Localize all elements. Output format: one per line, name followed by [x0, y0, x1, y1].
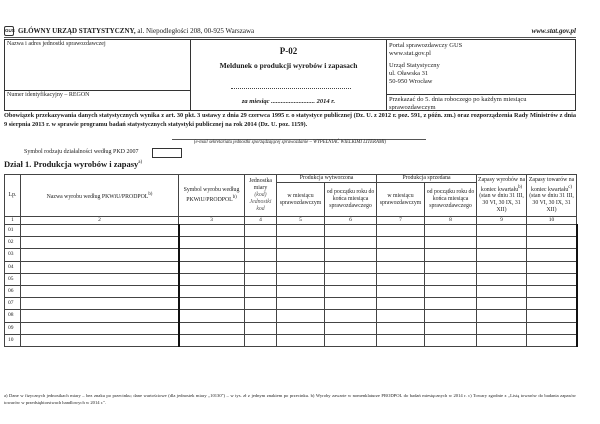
product-symbol-cell[interactable]	[179, 225, 245, 237]
col-number: 7	[377, 217, 425, 225]
sold-ytd-cell[interactable]	[425, 237, 477, 249]
sold-month-cell[interactable]	[377, 225, 425, 237]
email-row	[4, 136, 576, 146]
row-number: 07	[5, 298, 21, 310]
row-number: 08	[5, 310, 21, 322]
product-symbol-cell[interactable]	[179, 261, 245, 273]
product-name-cell[interactable]	[21, 310, 179, 322]
col-number: 9	[477, 217, 527, 225]
product-name-cell[interactable]	[21, 261, 179, 273]
col-number: 8	[425, 217, 477, 225]
sold-ytd-cell[interactable]	[425, 225, 477, 237]
header-stock-products-text: Zapasy wyrobów na koniec kwartału	[478, 176, 526, 193]
col-number: 2	[21, 217, 179, 225]
produced-ytd-cell[interactable]	[325, 310, 377, 322]
row-number: 06	[5, 285, 21, 297]
stock-goods-cell[interactable]	[527, 298, 577, 310]
form-title-box	[191, 40, 387, 110]
sold-ytd-cell[interactable]	[425, 285, 477, 297]
stock-products-cell[interactable]	[477, 310, 527, 322]
recipient-box	[387, 40, 575, 110]
product-name-cell[interactable]	[21, 298, 179, 310]
respondent-box[interactable]	[5, 40, 191, 110]
unit-cell[interactable]	[245, 285, 277, 297]
unit-cell[interactable]	[245, 249, 277, 261]
stock-goods-cell[interactable]	[527, 249, 577, 261]
product-name-cell[interactable]	[21, 285, 179, 297]
top-bar	[4, 26, 576, 38]
stock-goods-cell[interactable]	[527, 273, 577, 285]
header-group-produced: Produkcja wytworzona	[277, 175, 377, 183]
sold-ytd-cell[interactable]	[425, 249, 477, 261]
stock-goods-cell[interactable]	[527, 310, 577, 322]
product-name-cell[interactable]	[21, 334, 179, 346]
stock-products-cell[interactable]	[477, 334, 527, 346]
product-symbol-cell[interactable]	[179, 310, 245, 322]
table-row	[5, 310, 577, 322]
header-product-symbol-sup: b)	[232, 195, 237, 201]
sold-month-cell[interactable]	[377, 285, 425, 297]
table-row	[5, 273, 577, 285]
unit-cell[interactable]	[245, 225, 277, 237]
sold-month-cell[interactable]	[377, 322, 425, 334]
header-unit-note: (kod) Jednostki kod	[249, 192, 272, 212]
produced-ytd-cell[interactable]	[325, 261, 377, 273]
header-product-name-text: Nazwa wyrobu według PKWiU/PRODPOL	[46, 193, 149, 200]
table-row	[5, 322, 577, 334]
stock-goods-cell[interactable]	[527, 237, 577, 249]
agency-title: GŁÓWNY URZĄD STATYSTYCZNY,	[18, 27, 136, 35]
stock-goods-cell[interactable]	[527, 225, 577, 237]
pkd-label: Symbol rodzaju działalności według PKD 2007	[24, 149, 139, 155]
legal-basis-text: Obowiązek przekazywania danych statystycznych wynika z art. 30 pkt. 3 ustawy z dnia 29 czerwca 1995 r. o statystyce publicznej (Dz. U. z 2012 r. poz. 591, z późn. zm.) oraz rozporządzenia Rady Ministrów z dnia 9 sierpnia 2013 r. w sprawie programu badań statystycznych statystyki publicznej na rok 2014 (Dz. U. poz. 1159).	[4, 112, 576, 128]
row-number: 01	[5, 225, 21, 237]
header-group-sold: Produkcja sprzedana	[377, 175, 477, 183]
produced-month-cell[interactable]	[277, 310, 325, 322]
column-numbers-row	[5, 217, 577, 225]
table-row	[5, 249, 577, 261]
produced-ytd-cell[interactable]	[325, 322, 377, 334]
unit-cell[interactable]	[245, 334, 277, 346]
sold-month-cell[interactable]	[377, 249, 425, 261]
product-symbol-cell[interactable]	[179, 334, 245, 346]
stock-goods-cell[interactable]	[527, 334, 577, 346]
section-title	[4, 159, 142, 169]
produced-ytd-cell[interactable]	[325, 249, 377, 261]
header-unit-text: Jednostka miary	[249, 178, 272, 191]
section-title-text: Dział 1. Produkcja wyrobów i zapasy	[4, 159, 139, 169]
stock-products-cell[interactable]	[477, 261, 527, 273]
product-symbol-cell[interactable]	[179, 249, 245, 261]
sold-month-cell[interactable]	[377, 334, 425, 346]
name-address-label: Nazwa i adres jednostki sprawozdawczej	[7, 41, 106, 47]
agency-name	[18, 27, 254, 35]
row-number: 05	[5, 273, 21, 285]
stock-goods-cell[interactable]	[527, 285, 577, 297]
form-code: P-02	[279, 46, 298, 56]
sold-ytd-cell[interactable]	[425, 298, 477, 310]
header-produced-ytd: od początku roku do końca miesiąca sprawozdawczego	[325, 183, 377, 217]
sold-month-cell[interactable]	[377, 261, 425, 273]
produced-ytd-cell[interactable]	[325, 237, 377, 249]
col-number: 1	[5, 217, 21, 225]
product-name-cell[interactable]	[21, 273, 179, 285]
unit-cell[interactable]	[245, 310, 277, 322]
header-stock-products	[477, 175, 527, 217]
table-row	[5, 298, 577, 310]
sold-month-cell[interactable]	[377, 237, 425, 249]
product-symbol-cell[interactable]	[179, 273, 245, 285]
header-product-symbol-text: Symbol wyrobu według PKWiU/PRODPOL	[183, 187, 240, 203]
produced-ytd-cell[interactable]	[325, 285, 377, 297]
deadline-note: Przekazać do 5. dnia roboczego po każdym miesiącu sprawozdawczym	[387, 94, 575, 112]
row-number: 03	[5, 249, 21, 261]
production-table	[4, 174, 578, 347]
unit-cell[interactable]	[245, 322, 277, 334]
product-symbol-cell[interactable]	[179, 322, 245, 334]
produced-month-cell[interactable]	[277, 225, 325, 237]
produced-ytd-cell[interactable]	[325, 298, 377, 310]
product-symbol-cell[interactable]	[179, 298, 245, 310]
product-name-cell[interactable]	[21, 249, 179, 261]
header-lp: Lp.	[5, 175, 21, 217]
produced-month-cell[interactable]	[277, 249, 325, 261]
sold-ytd-cell[interactable]	[425, 261, 477, 273]
office-address	[389, 62, 440, 86]
header-stock-goods-text: Zapasy towarów na koniec kwartału	[528, 176, 575, 193]
header-stock-goods-note: (stan w dniu 31 III, 30 VI, 30 IX, 31 XII)	[529, 193, 574, 214]
produced-month-cell[interactable]	[277, 322, 325, 334]
header-sold-ytd: od początku roku do końca miesiąca sprawozdawczego	[425, 183, 477, 217]
email-caption: (e-mail sekretariatu jednostki sporządzającej sprawozdanie – WYPEŁNIAĆ WIELKIMI LITERAMI)	[193, 140, 387, 145]
agency-address: al. Niepodległości 208, 00-925 Warszawa	[135, 27, 255, 35]
footnotes: a) Dane w fizycznych jednostkach miary – bez znaku po przecinku; dane wartościowe (dla jednostek miary „10130") – w tys. zł z jednym znakiem po przecinku. b) Wyroby zawarte w nomenklaturze PRODPOL do badań miesięcznych w 2014 r. c) Towary zgodnie z „Listą towarów do badania zapasów towarów w przedsiębiorstwach handlowych w 2014 r.".	[4, 393, 576, 405]
produced-month-cell[interactable]	[277, 334, 325, 346]
produced-ytd-cell[interactable]	[325, 225, 377, 237]
produced-month-cell[interactable]	[277, 273, 325, 285]
produced-ytd-cell[interactable]	[325, 273, 377, 285]
row-number: 04	[5, 261, 21, 273]
portal-line-1: Portal sprawozdawczy GUS	[389, 42, 463, 49]
regon-label: Numer identyfikacyjny – REGON	[7, 92, 90, 98]
unit-cell[interactable]	[245, 273, 277, 285]
month-dots-line	[231, 88, 351, 89]
header-stock-goods	[527, 175, 577, 217]
table-row	[5, 225, 577, 237]
portal-info	[389, 42, 462, 58]
product-name-cell[interactable]	[21, 225, 179, 237]
sold-ytd-cell[interactable]	[425, 273, 477, 285]
unit-cell[interactable]	[245, 261, 277, 273]
stock-products-cell[interactable]	[477, 249, 527, 261]
header-stock-products-note: (stan w dniu 31 III, 30 VI, 30 IX, 31 XII)	[479, 193, 524, 214]
header-product-name-sup: b)	[148, 191, 153, 197]
produced-month-cell[interactable]	[277, 237, 325, 249]
office-line-1: Urząd Statystyczny	[389, 62, 440, 69]
product-name-cell[interactable]	[21, 322, 179, 334]
produced-month-cell[interactable]	[277, 261, 325, 273]
section-title-sup: a)	[138, 160, 143, 166]
product-symbol-cell[interactable]	[179, 285, 245, 297]
form-title: Meldunek o produkcji wyrobów i zapasach	[219, 61, 358, 70]
form-header	[4, 39, 576, 111]
website-link[interactable]: www.stat.gov.pl	[531, 27, 576, 35]
col-number: 3	[179, 217, 245, 225]
sold-month-cell[interactable]	[377, 273, 425, 285]
header-produced-month: w miesiącu sprawozdawczym	[277, 183, 325, 217]
table-row	[5, 261, 577, 273]
col-number: 4	[245, 217, 277, 225]
office-line-2: ul. Oławska 31	[389, 70, 429, 77]
sold-ytd-cell[interactable]	[425, 310, 477, 322]
table-row	[5, 334, 577, 346]
stock-products-cell[interactable]	[477, 237, 527, 249]
pkd-input-box[interactable]	[152, 148, 182, 158]
header-product-name	[21, 175, 179, 217]
product-name-cell[interactable]	[21, 237, 179, 249]
unit-cell[interactable]	[245, 237, 277, 249]
header-unit	[245, 175, 277, 217]
reporting-month[interactable]: za miesiąc ........................... 2014 r.	[241, 98, 336, 105]
gus-logo: GUS	[4, 26, 14, 36]
stock-products-cell[interactable]	[477, 225, 527, 237]
header-stock-products-sup: b)	[518, 184, 523, 190]
col-number: 5	[277, 217, 325, 225]
sold-ytd-cell[interactable]	[425, 322, 477, 334]
unit-cell[interactable]	[245, 298, 277, 310]
sold-month-cell[interactable]	[377, 298, 425, 310]
stock-products-cell[interactable]	[477, 322, 527, 334]
header-product-symbol	[179, 175, 245, 217]
regon-field[interactable]	[5, 90, 190, 110]
row-number: 02	[5, 237, 21, 249]
stock-products-cell[interactable]	[477, 298, 527, 310]
product-symbol-cell[interactable]	[179, 237, 245, 249]
produced-month-cell[interactable]	[277, 298, 325, 310]
stock-products-cell[interactable]	[477, 285, 527, 297]
row-number: 09	[5, 322, 21, 334]
sold-ytd-cell[interactable]	[425, 334, 477, 346]
office-line-3: 50-950 Wrocław	[389, 78, 433, 85]
stock-products-cell[interactable]	[477, 273, 527, 285]
header-stock-goods-sup: c)	[568, 184, 572, 190]
row-number: 10	[5, 334, 21, 346]
table-row	[5, 237, 577, 249]
produced-month-cell[interactable]	[277, 285, 325, 297]
col-number: 10	[527, 217, 577, 225]
col-number: 6	[325, 217, 377, 225]
stock-goods-cell[interactable]	[527, 261, 577, 273]
portal-line-2[interactable]: www.stat.gov.pl	[389, 50, 431, 57]
sold-month-cell[interactable]	[377, 310, 425, 322]
stock-goods-cell[interactable]	[527, 322, 577, 334]
header-sold-month: w miesiącu sprawozdawczym	[377, 183, 425, 217]
table-row	[5, 285, 577, 297]
produced-ytd-cell[interactable]	[325, 334, 377, 346]
